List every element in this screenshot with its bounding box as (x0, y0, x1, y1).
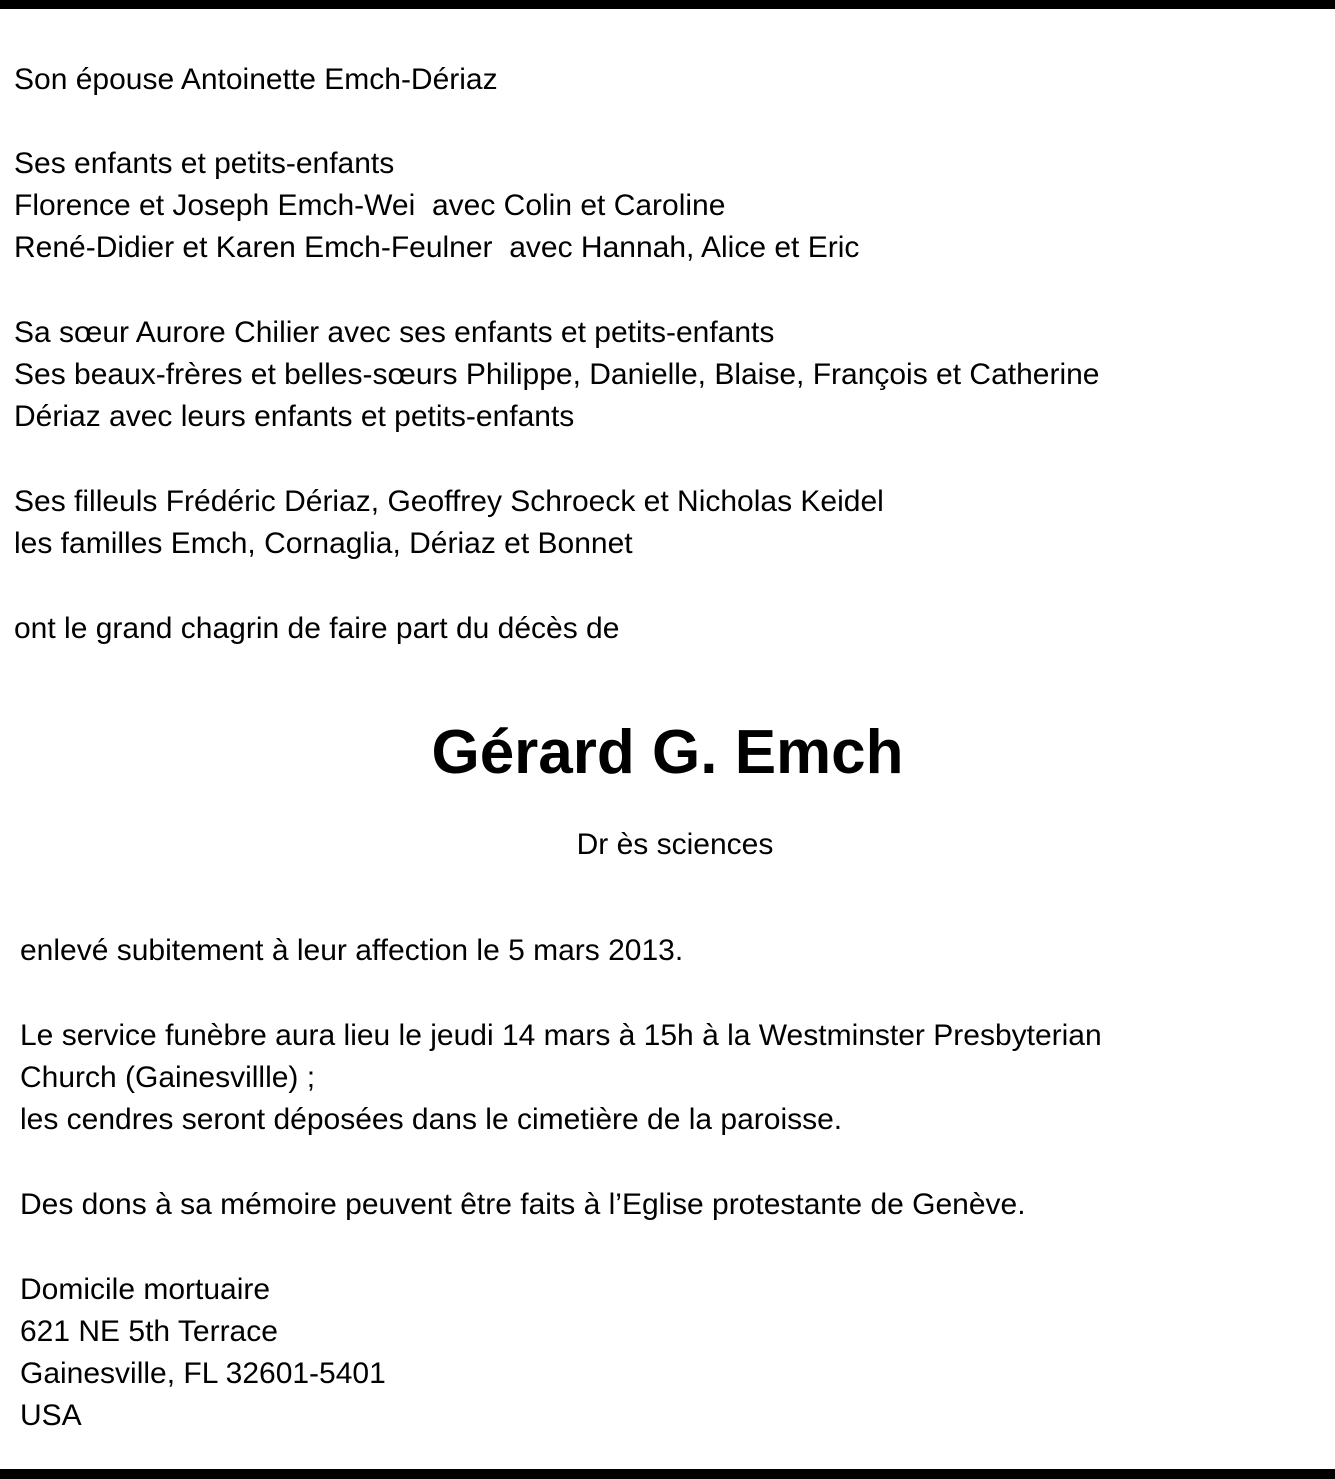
address-line: 621 NE 5th Terrace (20, 1315, 278, 1348)
service-line: les cendres seront déposées dans le cimetière de la paroisse. (20, 1103, 843, 1136)
donations-line: Des dons à sa mémoire peuvent être faits à l’Eglise protestante de Genève. (20, 1188, 1026, 1221)
children-line: René-Didier et Karen Emch-Feulner avec Hannah, Alice et Eric (14, 231, 860, 264)
siblings-line: Dériaz avec leurs enfants et petits-enfants (14, 400, 575, 433)
announcement-line: ont le grand chagrin de faire part du décès de (14, 612, 620, 645)
siblings-line: Ses beaux-frères et belles-sœurs Philippe, Danielle, Blaise, François et Catherine (14, 358, 1100, 391)
service-line: Church (Gainesvillle) ; (20, 1061, 316, 1094)
deceased-title: Dr ès sciences (576, 828, 774, 861)
address-heading: Domicile mortuaire (20, 1273, 271, 1306)
children-line: Florence et Joseph Emch-Wei avec Colin et Caroline (14, 189, 726, 222)
families-line: les familles Emch, Cornaglia, Dériaz et Bonnet (14, 527, 633, 560)
spouse-line: Son épouse Antoinette Emch-Dériaz (14, 63, 498, 96)
service-line: Le service funèbre aura lieu le jeudi 14 mars à 15h à la Westminster Presbyterian (20, 1019, 1102, 1052)
deceased-name: Gérard G. Emch (431, 718, 904, 787)
address-line: Gainesville, FL 32601-5401 (20, 1357, 386, 1390)
death-line: enlevé subitement à leur affection le 5 mars 2013. (20, 934, 684, 967)
godchildren-line: Ses filleuls Frédéric Dériaz, Geoffrey Schroeck et Nicholas Keidel (14, 485, 884, 518)
address-line: USA (20, 1399, 82, 1432)
siblings-line: Sa sœur Aurore Chilier avec ses enfants et petits-enfants (14, 316, 775, 349)
top-border (0, 0, 1335, 9)
children-heading: Ses enfants et petits-enfants (14, 147, 395, 180)
bottom-border (0, 1469, 1335, 1479)
